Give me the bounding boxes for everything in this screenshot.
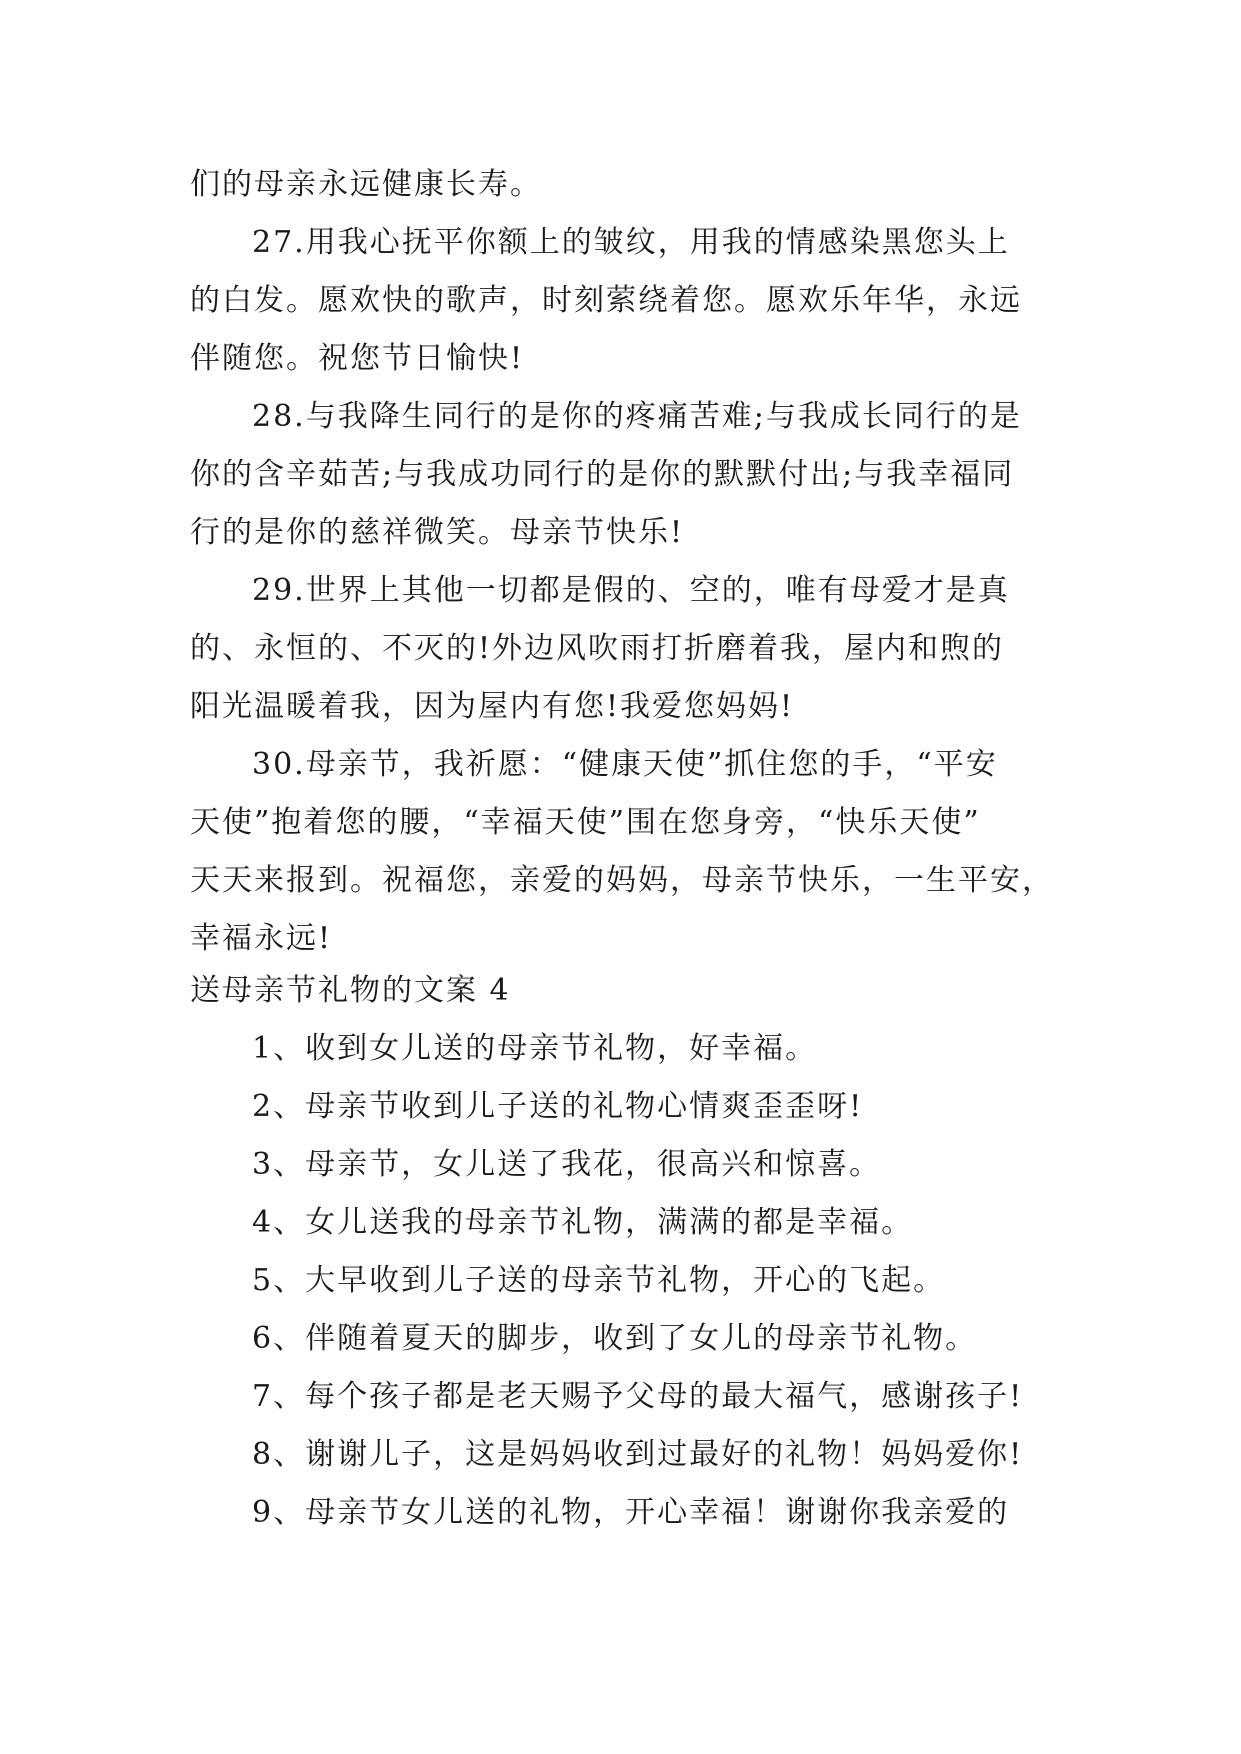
list-item-4: 4、女儿送我的母亲节礼物，满满的都是幸福。 (252, 1205, 914, 1240)
paragraph-26-line-1: 们的母亲永远健康长寿。 (190, 167, 542, 202)
list-item-2: 2、母亲节收到儿子送的礼物心情爽歪歪呀! (252, 1089, 864, 1124)
paragraph-27-line-2: 的白发。愿欢快的歌声，时刻萦绕着您。愿欢乐年华，永远 (190, 283, 1022, 318)
paragraph-29-line-2: 的、永恒的、不灭的!外边风吹雨打折磨着我，屋内和煦的 (190, 631, 1005, 666)
paragraph-30-line-1: 30.母亲节，我祈愿：“健康天使”抓住您的手，“平安 (252, 747, 998, 782)
paragraph-29-line-1: 29.世界上其他一切都是假的、空的，唯有母爱才是真 (252, 573, 1010, 608)
list-item-7: 7、每个孩子都是老天赐予父母的最大福气，感谢孩子! (252, 1379, 1024, 1414)
section-heading: 送母亲节礼物的文案 4 (190, 973, 511, 1008)
paragraph-30-line-4: 幸福永远! (190, 921, 333, 956)
list-item-9: 9、母亲节女儿送的礼物，开心幸福！谢谢你我亲爱的 (252, 1495, 1010, 1530)
paragraph-30-line-2: 天使”抱着您的腰，“幸福天使”围在您身旁，“快乐天使” (190, 805, 981, 840)
document-body (190, 156, 1056, 1542)
list-item-6: 6、伴随着夏天的脚步，收到了女儿的母亲节礼物。 (252, 1321, 978, 1356)
paragraph-29-line-3: 阳光温暖着我，因为屋内有您!我爱您妈妈! (190, 689, 795, 724)
paragraph-28-line-1: 28.与我降生同行的是你的疼痛苦难;与我成长同行的是 (252, 399, 1022, 434)
paragraph-27-line-1: 27.用我心抚平你额上的皱纹，用我的情感染黑您头上 (252, 225, 1010, 260)
list-item-8: 8、谢谢儿子，这是妈妈收到过最好的礼物！妈妈爱你! (252, 1437, 1024, 1472)
list-item-3: 3、母亲节，女儿送了我花，很高兴和惊喜。 (252, 1147, 882, 1182)
paragraph-28-line-3: 行的是你的慈祥微笑。母亲节快乐! (190, 515, 685, 550)
list-item-5: 5、大早收到儿子送的母亲节礼物，开心的飞起。 (252, 1263, 946, 1298)
paragraph-27-line-3: 伴随您。祝您节日愉快! (190, 341, 525, 376)
list-item-1: 1、收到女儿送的母亲节礼物，好幸福。 (252, 1031, 818, 1066)
paragraph-30-line-3: 天天来报到。祝福您，亲爱的妈妈，母亲节快乐，一生平安， (190, 863, 1054, 898)
paragraph-28-line-2: 你的含辛茹苦;与我成功同行的是你的默默付出;与我幸福同 (190, 457, 1015, 492)
